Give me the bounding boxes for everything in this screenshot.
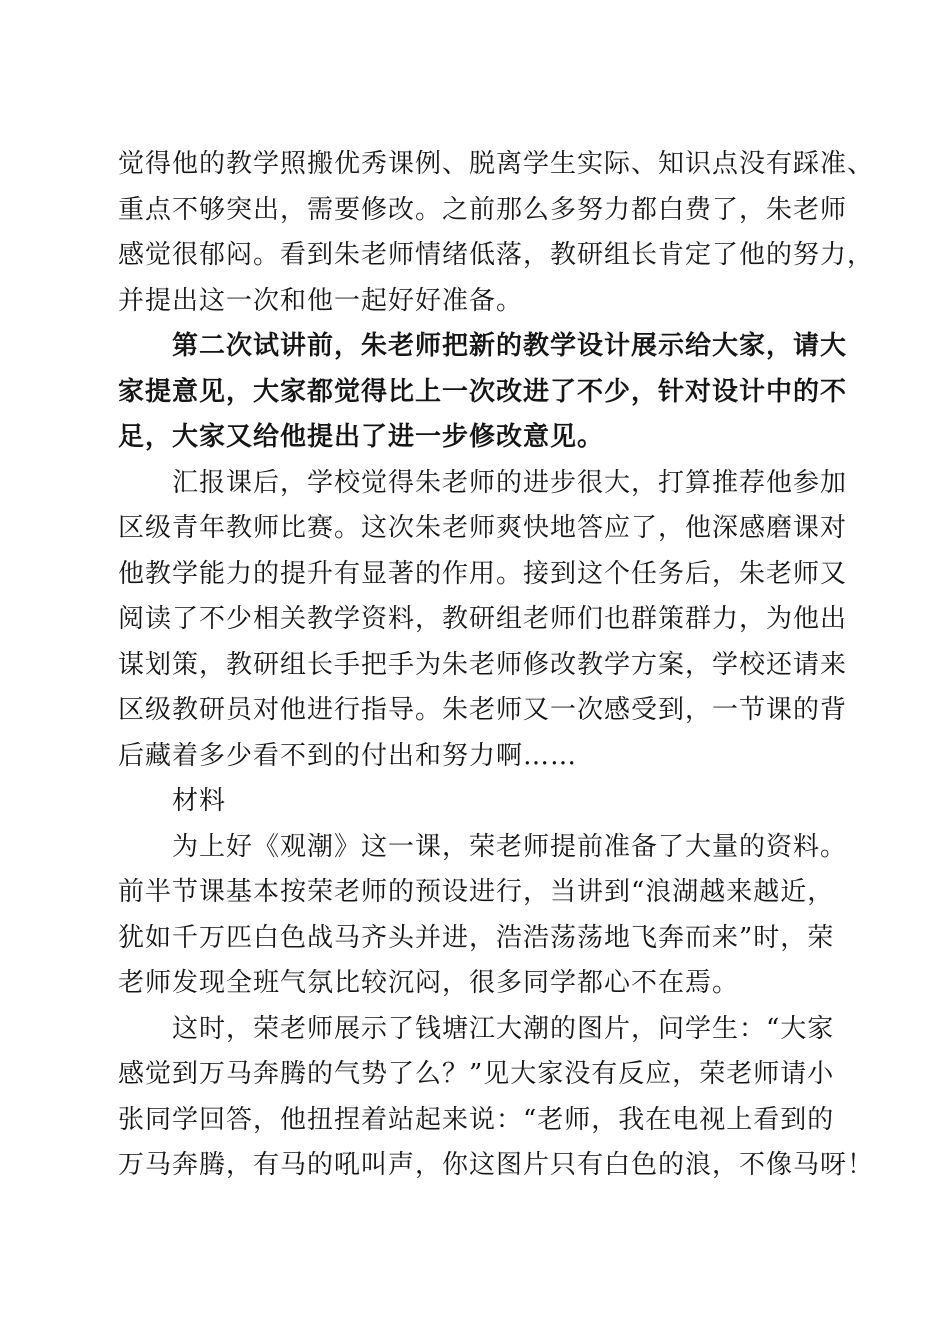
paragraph-3	[118, 461, 848, 780]
text-line: 家提意见，大家都觉得比上一次改进了不少，针对设计中的不	[118, 376, 848, 407]
text-line: 汇报课后，学校觉得朱老师的进步很大，打算推荐他参加	[172, 467, 848, 498]
text-line: 谋划策，教研组长手把手为朱老师修改教学方案，学校还请来	[118, 649, 848, 680]
paragraph-6	[118, 1007, 875, 1189]
text-line: 前半节课基本按荣老师的预设进行，当讲到“浪湖越来越近，	[118, 877, 835, 907]
text-line: 犹如千万匹白色战马齐头并进，浩浩荡荡地飞奔而来”时，荣	[118, 922, 835, 953]
text-line: 并提出这一次和他一起好好准备。	[118, 285, 524, 316]
text-line: 感觉很郁闷。看到朱老师情绪低落，教研组长肯定了他的努力，	[118, 240, 875, 270]
text-line: 这时，荣老师展示了钱塘江大潮的图片，问学生：“大家	[172, 1013, 835, 1044]
text-line: 老师发现全班气氛比较沉闷，很多同学都心不在焉。	[118, 968, 740, 998]
paragraph-4-heading	[118, 779, 843, 825]
text-line: 区级教研员对他进行指导。朱老师又一次感受到，一节课的背	[118, 695, 848, 725]
text-line: 张同学回答，他扭捏着站起来说：“老师，我在电视上看到的	[118, 1104, 835, 1135]
paragraph-2	[118, 324, 848, 461]
text-line: 区级青年教师比赛。这次朱老师爽快地答应了，他深感磨课对	[118, 513, 848, 543]
text-line: 阅读了不少相关教学资料，教研组老师们也群策群力，为他出	[118, 604, 848, 634]
paragraph-1	[118, 142, 875, 324]
text-line: 第二次试讲前，朱老师把新的教学设计展示给大家，请大	[172, 331, 848, 361]
text-line: 重点不够突出，需要修改。之前那么多努力都白费了，朱老师	[118, 194, 848, 225]
text-line: 足，大家又给他提出了进一步修改意见。	[118, 422, 605, 452]
document-body	[118, 142, 875, 1189]
text-line: 万马奔腾，有马的吼叫声，你这图片只有白色的浪，不像马呀！	[118, 1150, 875, 1180]
text-line: 感觉到万马奔腾的气势了么？”见大家没有反应，荣老师请小	[118, 1059, 835, 1089]
material-heading: 材料	[172, 786, 227, 816]
paragraph-5	[118, 825, 848, 1007]
text-line: 后藏着多少看不到的付出和努力啊……	[118, 740, 578, 771]
text-line: 他教学能力的提升有显著的作用。接到这个任务后，朱老师又	[118, 558, 848, 589]
text-line: 觉得他的教学照搬优秀课例、脱离学生实际、知识点没有踩准、	[118, 149, 875, 179]
text-line: 为上好《观潮》这一课，荣老师提前准备了大量的资料。	[172, 831, 848, 862]
